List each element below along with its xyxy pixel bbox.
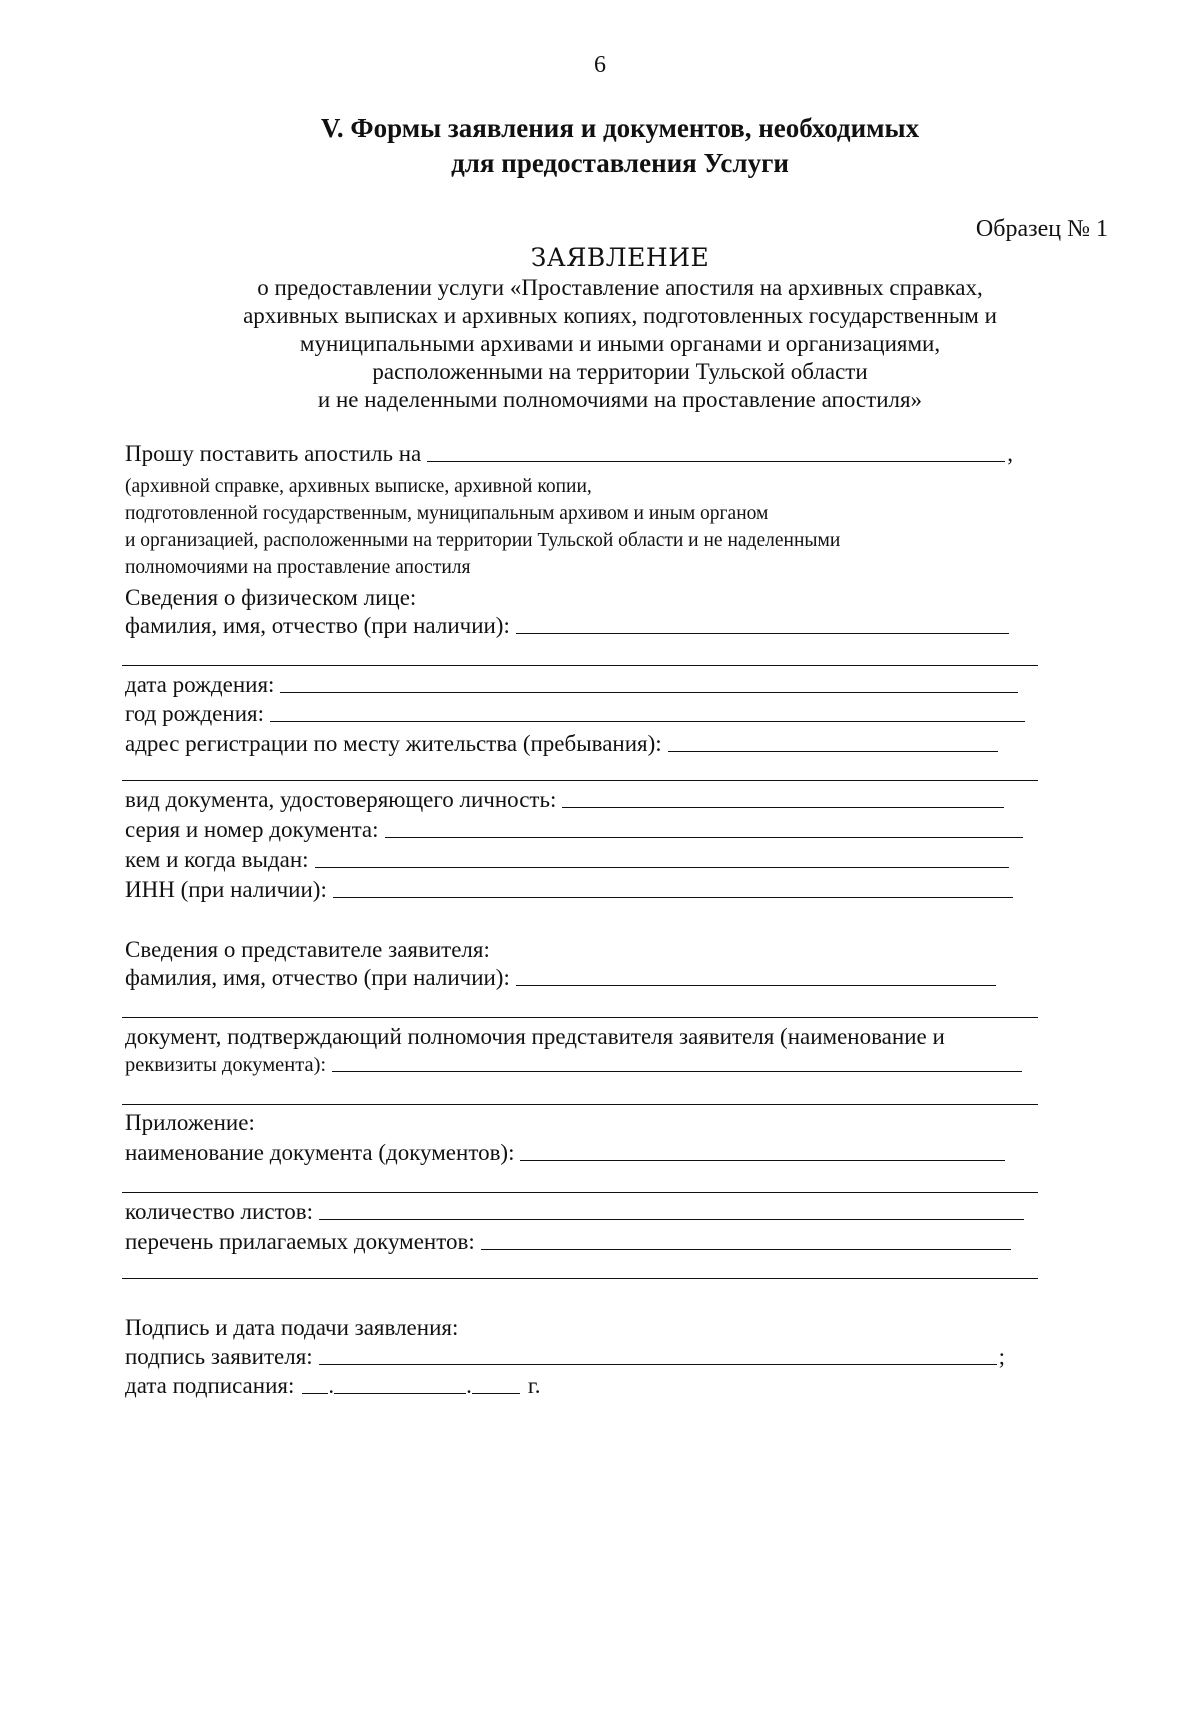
doc-list-field[interactable] [481,1249,1011,1250]
signature-heading: Подпись и дата подачи заявления: [125,1315,459,1340]
attachment-doc-name-field[interactable] [520,1160,1005,1161]
address-label: адрес регистрации по месту жительства (пребывания): [125,731,662,756]
request-tail: , [1007,441,1013,466]
sign-date-year-suffix: г. [527,1373,541,1398]
inn-row [125,877,1013,903]
person-full-name-label: фамилия, имя, отчество (при наличии): [125,613,510,638]
sign-date-month-field[interactable] [334,1393,466,1394]
authority-doc-continuation[interactable] [122,1104,1038,1105]
doc-list-continuation[interactable] [122,1278,1038,1279]
request-field[interactable] [427,461,1005,462]
authority-doc-label-line2: реквизиты документа): [125,1054,327,1076]
birth-year-label: год рождения: [125,701,264,726]
birth-year-field[interactable] [270,721,1025,722]
birth-date-label: дата рождения: [125,672,275,697]
address-row [125,731,998,757]
attachment-doc-name-row [125,1140,1005,1166]
issued-by-field[interactable] [315,867,1009,868]
request-row [125,441,1013,467]
id-doc-number-label: серия и номер документа: [125,817,379,842]
sign-date-row [125,1373,540,1399]
application-subtitle-line: и не наделенными полномочиями на проставление апостиля» [317,387,923,412]
representative-full-name-label: фамилия, имя, отчество (при наличии): [125,965,510,990]
application-subtitle-line: архивных выписках и архивных копиях, подготовленных государственным и [243,303,997,328]
person-full-name-field[interactable] [516,633,1009,634]
application-title: ЗАЯВЛЕНИЕ [530,243,710,272]
doc-list-label: перечень прилагаемых документов: [125,1229,475,1254]
attachment-doc-name-label: наименование документа (документов): [125,1140,515,1165]
id-doc-type-label: вид документа, удостоверяющего личность: [125,787,557,812]
person-heading: Сведения о физическом лице: [125,585,417,610]
request-note-line: полномочиями на проставление апостиля [125,557,471,578]
applicant-signature-field[interactable] [319,1364,997,1365]
section-title-line2: для предоставления Услуги [451,148,789,178]
id-doc-type-row [125,787,1004,813]
person-full-name-continuation[interactable] [122,665,1038,666]
representative-full-name-row [125,965,996,991]
page-number: 6 [594,52,606,78]
sheet-count-row [125,1199,1024,1225]
birth-date-field[interactable] [280,692,1018,693]
person-full-name-row [125,613,1009,639]
applicant-signature-tail: ; [998,1344,1006,1369]
attachment-heading: Приложение: [125,1110,255,1135]
authority-doc-field[interactable] [332,1071,1022,1072]
sign-date-separator: . [466,1373,472,1398]
id-doc-type-field[interactable] [562,807,1004,808]
sign-date-day-field[interactable] [302,1393,328,1394]
birth-year-row [125,701,1025,727]
application-subtitle-line: муниципальными архивами и иными органами и организациями, [299,331,941,356]
id-doc-number-row [125,817,1023,843]
sheet-count-field[interactable] [319,1219,1024,1220]
request-label: Прошу поставить апостиль на [125,441,422,466]
request-note-line: (архивной справке, архивных выписке, архивной копии, [125,476,592,497]
issued-by-label: кем и когда выдан: [125,847,309,872]
section-title-line1: V. Формы заявления и документов, необходимых [320,113,920,143]
sample-label: Образец № 1 [975,216,1108,242]
representative-heading: Сведения о представителе заявителя: [125,937,490,962]
request-note-line: подготовленной государственным, муниципальным архивом и иным органом [125,503,769,524]
authority-doc-label-line1: документ, подтверждающий полномочия представителя заявителя (наименование и [125,1024,945,1049]
id-doc-number-field[interactable] [385,837,1023,838]
address-field[interactable] [668,751,998,752]
sign-date-year-field[interactable] [472,1393,520,1394]
sign-date-label: дата подписания: [125,1373,295,1398]
inn-field[interactable] [333,897,1013,898]
sheet-count-label: количество листов: [125,1199,314,1224]
application-subtitle-line: о предоставлении услуги «Проставление апостиля на архивных справках, [257,275,983,300]
address-continuation[interactable] [122,780,1038,781]
authority-doc-row [125,1054,1022,1077]
application-subtitle-line: расположенными на территории Тульской области [372,359,868,384]
applicant-signature-row [125,1344,1005,1370]
sign-date-separator: . [328,1373,335,1398]
birth-date-row [125,672,1018,698]
inn-label: ИНН (при наличии): [125,877,327,902]
attachment-doc-name-continuation[interactable] [122,1192,1038,1193]
representative-full-name-field[interactable] [516,985,996,986]
applicant-signature-label: подпись заявителя: [125,1344,313,1369]
doc-list-row [125,1229,1011,1255]
request-note-line: и организацией, расположенными на территории Тульской области и не наделенными [125,530,841,551]
issued-by-row [125,847,1009,873]
representative-full-name-continuation[interactable] [122,1017,1038,1018]
